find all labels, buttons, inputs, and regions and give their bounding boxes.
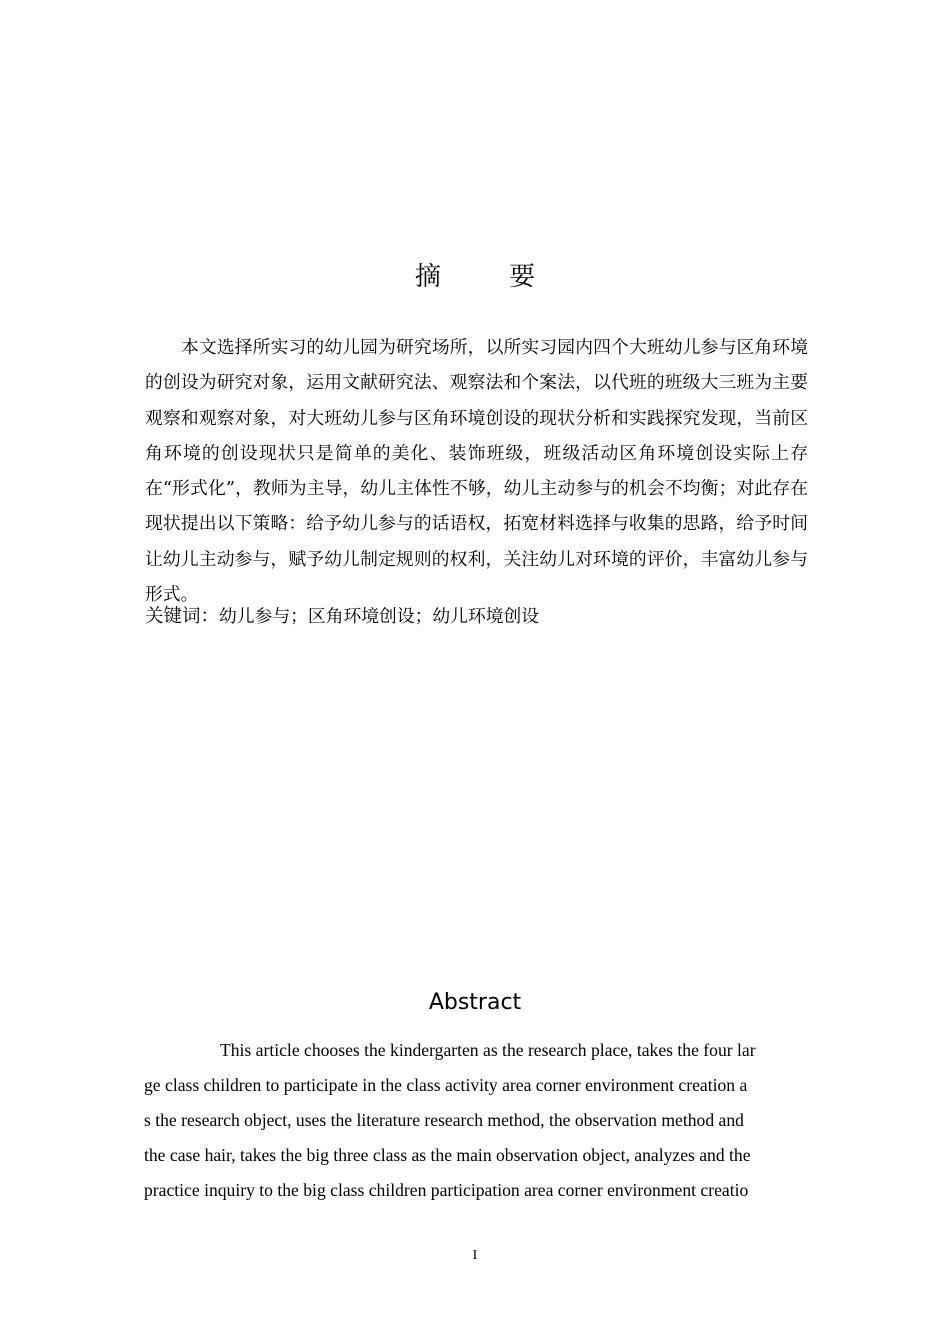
chinese-abstract-body: 本文选择所实习的幼儿园为研究场所，以所实习园内四个大班幼儿参与区角环境的创设为研究对象，运用文献研究法、观察法和个案法，以代班的班级大三班为主要观察和观察对象，对大班幼儿参与区角环境创设的现状分析和实践探究发现，当前区角环境的创设现状只是简单的美化、装饰班级，班级活动区角环境创设实际上存在“形式化”，教师为主导，幼儿主体性不够，幼儿主动参与的机会不均衡；对此存在现状提出以下策略：给予幼儿参与的话语权，拓宽材料选择与收集的思路，给予时间让幼儿主动参与，赋予幼儿制定规则的权利，关注幼儿对环境的评价，丰富幼儿参与形式。: [145, 337, 808, 606]
chinese-abstract-title: 摘 要: [414, 262, 566, 292]
english-abstract-body: [144, 1033, 808, 1208]
keywords-line: [145, 604, 808, 630]
page-number: I: [472, 1248, 478, 1263]
english-abstract-line: ge class children to participate in the class activity area corner environment creation a: [144, 1075, 748, 1095]
english-abstract-line: practice inquiry to the big class children participation area corner environment creatio: [144, 1180, 749, 1200]
keywords-text: 幼儿参与；区角环境创设；幼儿环境创设: [219, 606, 540, 627]
english-abstract-line: This article chooses the kindergarten as the research place, takes the four lar: [220, 1040, 756, 1060]
english-abstract-title: Abstract: [428, 990, 522, 1015]
keywords-label: 关键词：: [145, 606, 220, 627]
english-abstract-line: s the research object, uses the literature research method, the observation method and: [144, 1110, 744, 1130]
english-abstract-line: the case hair, takes the big three class as the main observation object, analyzes and the: [144, 1145, 751, 1165]
